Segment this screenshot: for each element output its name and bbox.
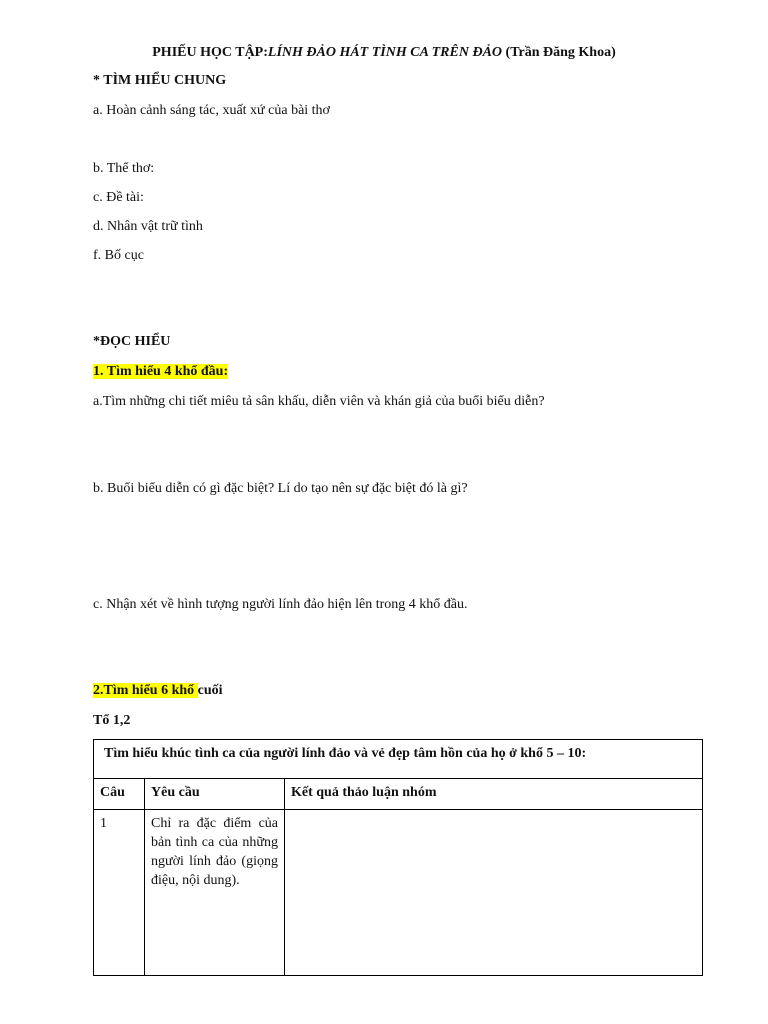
row-requirement: Chỉ ra đặc điểm của bản tình ca của những người lính đảo (giọng điệu, nội dung). — [145, 810, 285, 976]
item-structure: f. Bố cục — [93, 248, 144, 263]
item-context: a. Hoàn cảnh sáng tác, xuất xứ của bài thơ — [93, 103, 330, 118]
row-result[interactable] — [285, 810, 703, 976]
part1-heading-text: 1. Tìm hiểu 4 khổ đầu: — [93, 364, 229, 379]
question-c: c. Nhận xét về hình tượng người lính đảo hiện lên trong 4 khổ đầu. — [93, 597, 468, 612]
section-heading-reading: *ĐỌC HIỂU — [93, 334, 171, 349]
column-header-result: Kết quả thảo luận nhóm — [285, 779, 703, 810]
question-a: a.Tìm những chi tiết miêu tả sân khấu, diễn viên và khán giả của buổi biểu diễn? — [93, 394, 545, 409]
row-number: 1 — [94, 810, 145, 976]
table-caption: Tìm hiểu khúc tình ca của người lính đảo và vẻ đẹp tâm hồn của họ ở khổ 5 – 10: — [94, 740, 703, 779]
title-poem: LÍNH ĐẢO HÁT TÌNH CA TRÊN ĐẢO — [267, 45, 503, 60]
part1-heading — [93, 363, 228, 381]
title-author: (Trần Đăng Khoa) — [502, 45, 616, 60]
group-label: Tổ 1,2 — [93, 713, 131, 728]
part2-heading-rest: cuối — [197, 683, 223, 698]
title-prefix: PHIẾU HỌC TẬP: — [152, 45, 268, 60]
column-header-number: Câu — [94, 779, 145, 810]
question-b: b. Buổi biểu diễn có gì đặc biệt? Lí do tạo nên sự đặc biệt đó là gì? — [93, 481, 468, 496]
item-topic: c. Đề tài: — [93, 190, 144, 205]
column-header-requirement: Yêu cầu — [145, 779, 285, 810]
item-form: b. Thể thơ: — [93, 161, 155, 176]
section-heading-general: * TÌM HIỂU CHUNG — [93, 73, 227, 88]
part2-heading-highlight: 2.Tìm hiểu 6 khổ — [93, 683, 198, 698]
discussion-table — [93, 739, 703, 976]
page-title — [0, 44, 768, 62]
item-lyrical-character: d. Nhân vật trữ tình — [93, 219, 203, 234]
part2-heading — [93, 682, 223, 700]
table-row — [94, 810, 703, 976]
